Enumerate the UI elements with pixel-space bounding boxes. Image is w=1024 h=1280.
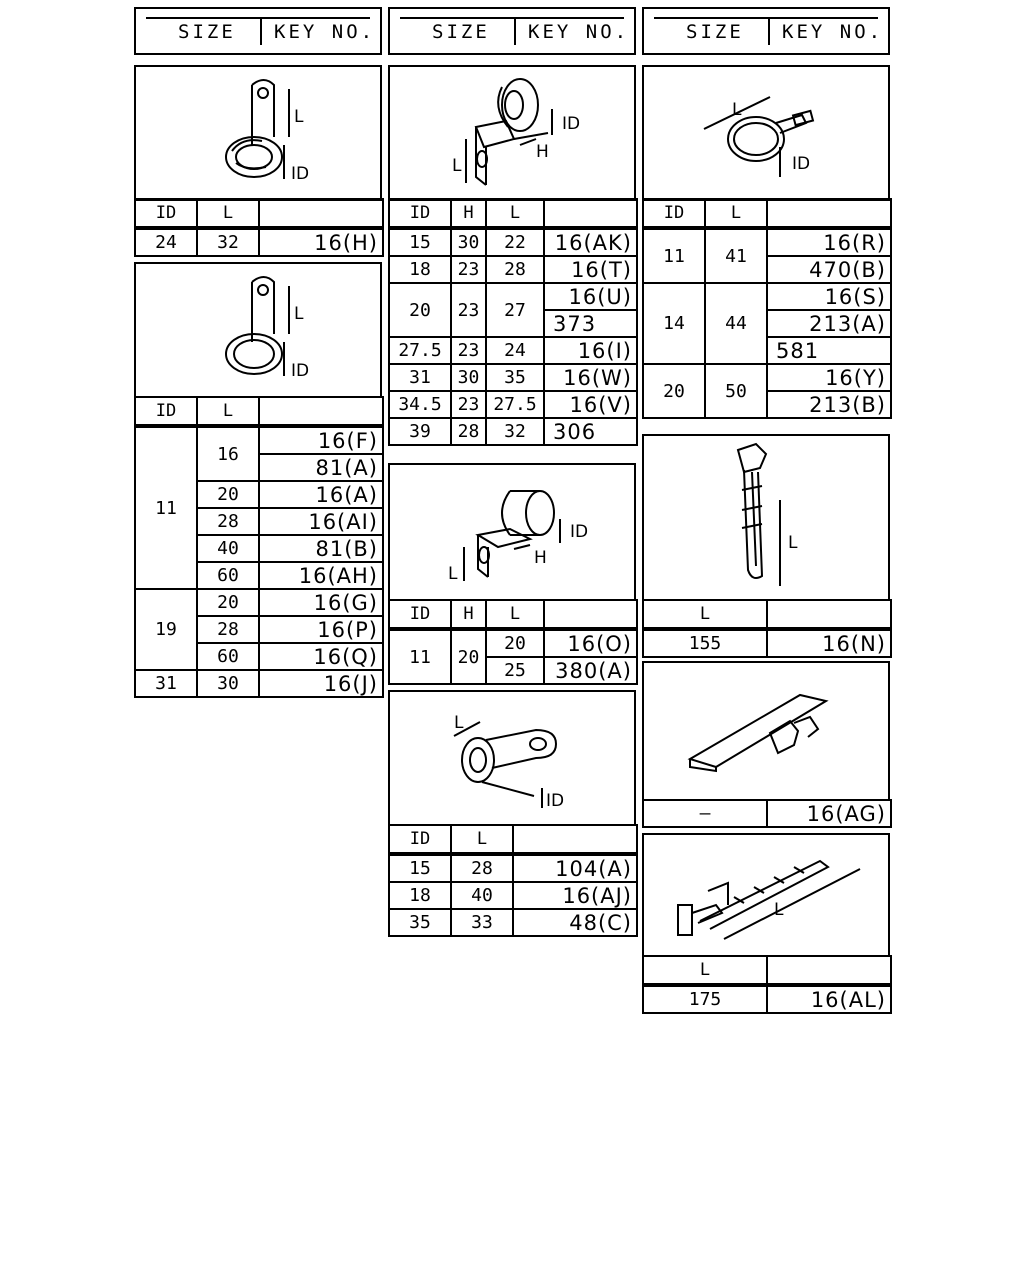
cell-key[interactable]: 581 (767, 337, 891, 364)
cell-id: 18 (389, 882, 451, 909)
cell-key[interactable]: 16(O) (544, 629, 637, 657)
col-header-key (259, 397, 383, 426)
table-row (389, 256, 637, 283)
header-col-1 (134, 7, 382, 55)
bracket-illustration (644, 663, 888, 799)
cell-l: 16 (197, 426, 259, 481)
cable-tie-long-illustration (644, 835, 888, 955)
cell-l: 60 (197, 562, 259, 589)
cell-key[interactable]: 16(Q) (259, 643, 383, 670)
header-col-3 (642, 7, 890, 55)
cell-key[interactable]: 16(S) (767, 283, 891, 310)
cell-l: 30 (197, 670, 259, 697)
hose-clamp-illustration (644, 67, 888, 199)
cell-key[interactable]: 306 (544, 418, 637, 445)
dim-id-label: ID (546, 791, 565, 811)
cell-l: 40 (197, 535, 259, 562)
table-row (135, 589, 383, 616)
key-no-header: KEY NO. (528, 21, 630, 43)
figure-clip-offset-bracket (388, 65, 636, 201)
table-clip-pipe-bracket (388, 599, 638, 685)
cell-h: 20 (451, 629, 486, 684)
table-row (389, 337, 637, 364)
cell-id: 20 (643, 364, 705, 418)
cell-id: 31 (389, 364, 451, 391)
dim-l-label: L (294, 107, 304, 127)
cell-l: 20 (197, 589, 259, 616)
col-header-l: L (197, 397, 259, 426)
cell-id: 35 (389, 909, 451, 936)
cell-l: 28 (197, 616, 259, 643)
cell-l: 27.5 (486, 391, 544, 418)
cell-id: 39 (389, 418, 451, 445)
col-header-l: L (643, 600, 767, 629)
clip-offset-bracket-illustration (390, 67, 634, 199)
cell-key[interactable]: 81(A) (259, 454, 383, 481)
cell-l: 20 (197, 481, 259, 508)
table-row (389, 391, 637, 418)
figure-clip-loop-open (134, 65, 382, 201)
dim-l-label: L (788, 533, 798, 553)
table-clip-p-eyelet (388, 824, 638, 937)
col-header-id: ID (135, 397, 197, 426)
dim-id-label: ID (562, 114, 581, 134)
table-row (135, 670, 383, 697)
cell-key[interactable]: 380(A) (544, 657, 637, 684)
col-header-key (513, 825, 637, 854)
cell-id: 34.5 (389, 391, 451, 418)
cell-key[interactable]: 16(Y) (767, 364, 891, 391)
cell-id: 11 (135, 426, 197, 589)
col-header-l: L (643, 956, 767, 985)
table-clip-loop-open (134, 198, 384, 257)
cell-l: 25 (486, 657, 544, 684)
table-row (389, 854, 637, 882)
cell-h: 28 (451, 418, 486, 445)
dim-id-label: ID (291, 164, 310, 184)
col-header-l: L (451, 825, 513, 854)
cell-h: 30 (451, 228, 486, 256)
cell-key[interactable]: 16(F) (259, 426, 383, 454)
table-row (643, 629, 891, 657)
cell-l: 28 (486, 256, 544, 283)
cell-l: 35 (486, 364, 544, 391)
cell-id: 19 (135, 589, 197, 670)
col-header-key (767, 956, 891, 985)
dim-h-label: H (536, 142, 549, 162)
cell-id: 27.5 (389, 337, 451, 364)
table-cable-tie-push-mount (642, 599, 892, 658)
size-header: SIZE (686, 21, 744, 43)
col-header-l: L (197, 199, 259, 228)
cell-id: 15 (389, 228, 451, 256)
cell-l: 60 (197, 643, 259, 670)
dim-h-label: H (534, 548, 547, 568)
table-row (135, 426, 383, 454)
cell-key[interactable]: 104(A) (513, 854, 637, 882)
cell-key[interactable]: 81(B) (259, 535, 383, 562)
cell-l: 22 (486, 228, 544, 256)
cell-key[interactable]: 16(U) (544, 283, 637, 310)
cell-l: 41 (705, 228, 767, 283)
cable-tie-push-mount-illustration (644, 436, 888, 599)
table-row (389, 364, 637, 391)
cell-key[interactable]: 16(AL) (767, 985, 891, 1013)
clip-loop-closed-illustration (136, 264, 380, 396)
cell-h: 30 (451, 364, 486, 391)
key-no-header: KEY NO. (274, 21, 376, 43)
col-header-id: ID (389, 600, 451, 629)
dim-l-label: L (454, 713, 464, 733)
figure-clip-p-eyelet (388, 690, 636, 826)
cell-l: 28 (451, 854, 513, 882)
dim-id-label: ID (792, 154, 811, 174)
dim-l-label: L (294, 304, 304, 324)
key-no-header: KEY NO. (782, 21, 884, 43)
cell-id: 31 (135, 670, 197, 697)
cell-h: 23 (451, 256, 486, 283)
cell-l: 24 (486, 337, 544, 364)
col-header-h: H (451, 199, 486, 228)
cell-key[interactable]: 16(N) (767, 629, 891, 657)
cell-key[interactable]: 16(I) (544, 337, 637, 364)
table-hose-clamp (642, 198, 892, 419)
col-header-l: L (486, 199, 544, 228)
size-header: SIZE (432, 21, 490, 43)
cell-l: 155 (643, 629, 767, 657)
cell-key[interactable]: 16(A) (259, 481, 383, 508)
table-row (389, 882, 637, 909)
cell-key[interactable]: 373 (544, 310, 637, 337)
cell-l: 40 (451, 882, 513, 909)
cell-id: 11 (643, 228, 705, 283)
cell-id: 24 (135, 228, 197, 256)
cell-l: 44 (705, 283, 767, 364)
figure-cable-tie-push-mount (642, 434, 890, 601)
cell-key[interactable]: 16(H) (259, 228, 383, 256)
col-header-key (767, 600, 891, 629)
cell-key[interactable]: 213(A) (767, 310, 891, 337)
table-clip-loop-closed (134, 396, 384, 698)
dim-id-label: ID (570, 522, 589, 542)
table-row (389, 629, 637, 657)
clip-loop-open-illustration (136, 67, 380, 199)
col-header-key (259, 199, 383, 228)
figure-bracket (642, 661, 890, 801)
clip-pipe-bracket-illustration (390, 465, 634, 599)
cell-key[interactable]: 16(AJ) (513, 882, 637, 909)
cell-l: 175 (643, 985, 767, 1013)
cell-l: 27 (486, 283, 544, 337)
cell-l: 32 (486, 418, 544, 445)
cell-key[interactable]: 16(AK) (544, 228, 637, 256)
figure-clip-pipe-bracket (388, 463, 636, 601)
table-bracket (642, 799, 892, 828)
col-header-id: ID (389, 199, 451, 228)
col-header-id: ID (389, 825, 451, 854)
cell-key[interactable]: 16(W) (544, 364, 637, 391)
cell-key[interactable]: 16(AG) (767, 800, 891, 827)
col-header-key (767, 199, 891, 228)
table-cable-tie-long (642, 955, 892, 1014)
cell-l: 33 (451, 909, 513, 936)
cell-key[interactable]: 213(B) (767, 391, 891, 418)
dim-l-label: L (774, 900, 784, 920)
table-row (389, 283, 637, 310)
cell-h: 23 (451, 391, 486, 418)
clip-p-eyelet-illustration (390, 692, 634, 824)
cell-h: 23 (451, 283, 486, 337)
table-row (389, 228, 637, 256)
col-header-h: H (451, 600, 486, 629)
table-row (643, 283, 891, 310)
table-row (135, 228, 383, 256)
cell-l: — (643, 800, 767, 827)
cell-id: 15 (389, 854, 451, 882)
figure-hose-clamp (642, 65, 890, 201)
header-col-2 (388, 7, 636, 55)
cell-l: 50 (705, 364, 767, 418)
cell-key[interactable]: 16(R) (767, 228, 891, 256)
table-row (389, 909, 637, 936)
dim-l-label: L (732, 100, 742, 120)
cell-l: 20 (486, 629, 544, 657)
figure-clip-loop-closed (134, 262, 382, 398)
size-header: SIZE (178, 21, 236, 43)
cell-id: 14 (643, 283, 705, 364)
cell-key[interactable]: 16(AI) (259, 508, 383, 535)
cell-key[interactable]: 470(B) (767, 256, 891, 283)
table-row (643, 985, 891, 1013)
col-header-id: ID (643, 199, 705, 228)
dim-id-label: ID (291, 361, 310, 381)
col-header-key (544, 600, 637, 629)
table-row (389, 418, 637, 445)
col-header-key (544, 199, 637, 228)
table-row (643, 800, 891, 827)
col-header-l: L (705, 199, 767, 228)
cell-h: 23 (451, 337, 486, 364)
cell-key[interactable]: 16(J) (259, 670, 383, 697)
col-header-id: ID (135, 199, 197, 228)
cell-l: 28 (197, 508, 259, 535)
cell-key[interactable]: 16(T) (544, 256, 637, 283)
cell-key[interactable]: 48(C) (513, 909, 637, 936)
table-row (643, 364, 891, 391)
cell-key[interactable]: 16(AH) (259, 562, 383, 589)
dim-l-label: L (452, 156, 462, 176)
cell-l: 32 (197, 228, 259, 256)
cell-key[interactable]: 16(V) (544, 391, 637, 418)
cell-key[interactable]: 16(P) (259, 616, 383, 643)
cell-id: 18 (389, 256, 451, 283)
cell-id: 20 (389, 283, 451, 337)
cell-id: 11 (389, 629, 451, 684)
table-row (643, 228, 891, 256)
col-header-l: L (486, 600, 544, 629)
figure-cable-tie-long (642, 833, 890, 957)
cell-key[interactable]: 16(G) (259, 589, 383, 616)
table-clip-offset-bracket (388, 198, 638, 446)
dim-l-label: L (448, 564, 458, 584)
